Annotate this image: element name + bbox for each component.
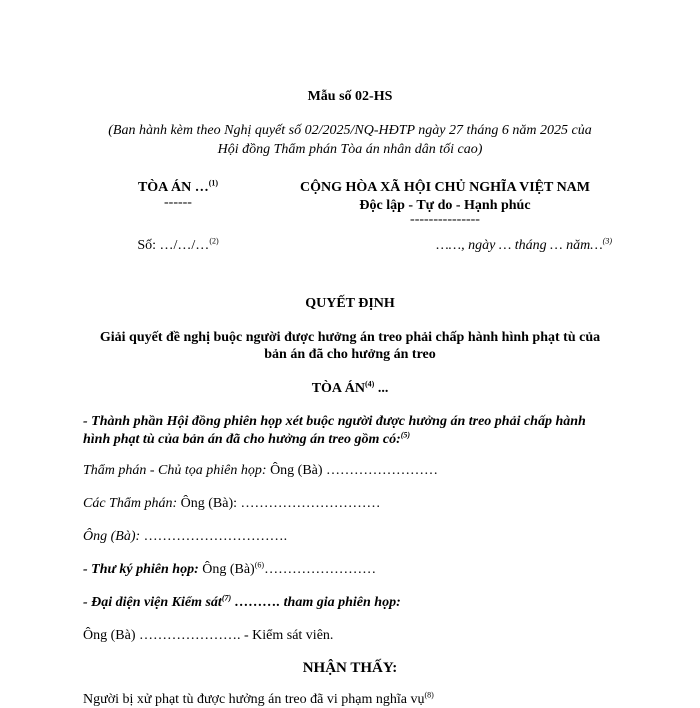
panel-intro-line1: - Thành phần Hội đồng phiên họp xét buộc người được hưởng án treo phải chấp hành bbox=[83, 414, 586, 429]
decision-number-text: Số: …/…/… bbox=[137, 238, 210, 253]
panel-intro-note: (5) bbox=[400, 430, 411, 440]
judge2-label: Ông (Bà): bbox=[83, 529, 141, 544]
date-line-text: ……, ngày … tháng … năm… bbox=[436, 238, 603, 253]
country-name: CỘNG HÒA XÃ HỘI CHỦ NGHĨA VIỆT NAM bbox=[299, 180, 590, 195]
findings-heading: NHẬN THẤY: bbox=[302, 660, 398, 676]
date-line bbox=[436, 238, 612, 254]
court-heading-note: (4) bbox=[364, 379, 375, 389]
court-name bbox=[118, 180, 238, 196]
issuance-note-line2: Hội đồng Thẩm phán Tòa án nhân dân tối cao) bbox=[217, 142, 483, 157]
decision-number bbox=[118, 238, 238, 254]
clerk-label: - Thư ký phiên họp: bbox=[83, 562, 199, 577]
form-number: Mẫu số 02-HS bbox=[307, 89, 393, 104]
partial-line bbox=[83, 692, 434, 708]
clerk-dots: …………………… bbox=[264, 562, 377, 577]
procuracy-dots: ………. bbox=[231, 595, 281, 610]
court-underline: ------ bbox=[164, 195, 192, 210]
judge2-value: …………………………. bbox=[140, 529, 288, 544]
court-heading-prefix: TÒA ÁN bbox=[311, 381, 365, 396]
document-title: QUYẾT ĐỊNH bbox=[305, 296, 395, 311]
court-name-text: TÒA ÁN … bbox=[137, 180, 209, 195]
court-heading-suffix: ... bbox=[374, 381, 389, 396]
issuance-note-line1: (Ban hành kèm theo Nghị quyết số 02/2025/NQ-HĐTP ngày 27 tháng 6 năm 2025 của bbox=[108, 123, 592, 138]
motto-underline: --------------- bbox=[410, 212, 480, 227]
clerk-line bbox=[83, 562, 376, 578]
national-motto: Độc lập - Tự do - Hạnh phúc bbox=[359, 198, 531, 213]
panel-intro-line2-text: hình phạt tù của bản án đã cho hưởng án treo gồm có: bbox=[83, 432, 401, 447]
procuracy-line bbox=[83, 595, 401, 611]
judges-line bbox=[83, 496, 381, 512]
judges-label: Các Thẩm phán: bbox=[83, 496, 178, 511]
panel-intro-line2 bbox=[83, 432, 410, 448]
court-heading bbox=[0, 381, 700, 397]
date-line-note: (3) bbox=[602, 236, 612, 246]
presiding-judge-value: Ông (Bà) …………………… bbox=[266, 463, 439, 478]
court-name-note: (1) bbox=[208, 178, 219, 188]
presiding-judge-label: Thẩm phán - Chủ tọa phiên họp: bbox=[83, 463, 267, 478]
judges-value: Ông (Bà): ………………………… bbox=[177, 496, 381, 511]
presiding-judge-line bbox=[83, 463, 438, 479]
clerk-value: Ông (Bà) bbox=[198, 562, 255, 577]
procuracy-note: (7) bbox=[221, 593, 232, 603]
decision-number-note: (2) bbox=[209, 236, 219, 246]
judge2-line bbox=[83, 529, 287, 545]
procurator-line: Ông (Bà) …………………. - Kiểm sát viên. bbox=[83, 628, 334, 643]
document-subtitle-line1: Giải quyết đề nghị buộc người được hưởng án treo phải chấp hành hình phạt tù của bbox=[99, 330, 601, 345]
procuracy-label: - Đại diện viện Kiểm sát bbox=[83, 595, 222, 610]
document-subtitle-line2: bản án đã cho hưởng án treo bbox=[264, 347, 436, 362]
partial-line-text: Người bị xử phạt tù được hưởng án treo đã vi phạm nghĩa vụ bbox=[83, 692, 425, 707]
partial-line-note: (8) bbox=[424, 690, 434, 700]
clerk-note: (6) bbox=[254, 560, 265, 570]
procuracy-suffix: tham gia phiên họp: bbox=[280, 595, 401, 610]
